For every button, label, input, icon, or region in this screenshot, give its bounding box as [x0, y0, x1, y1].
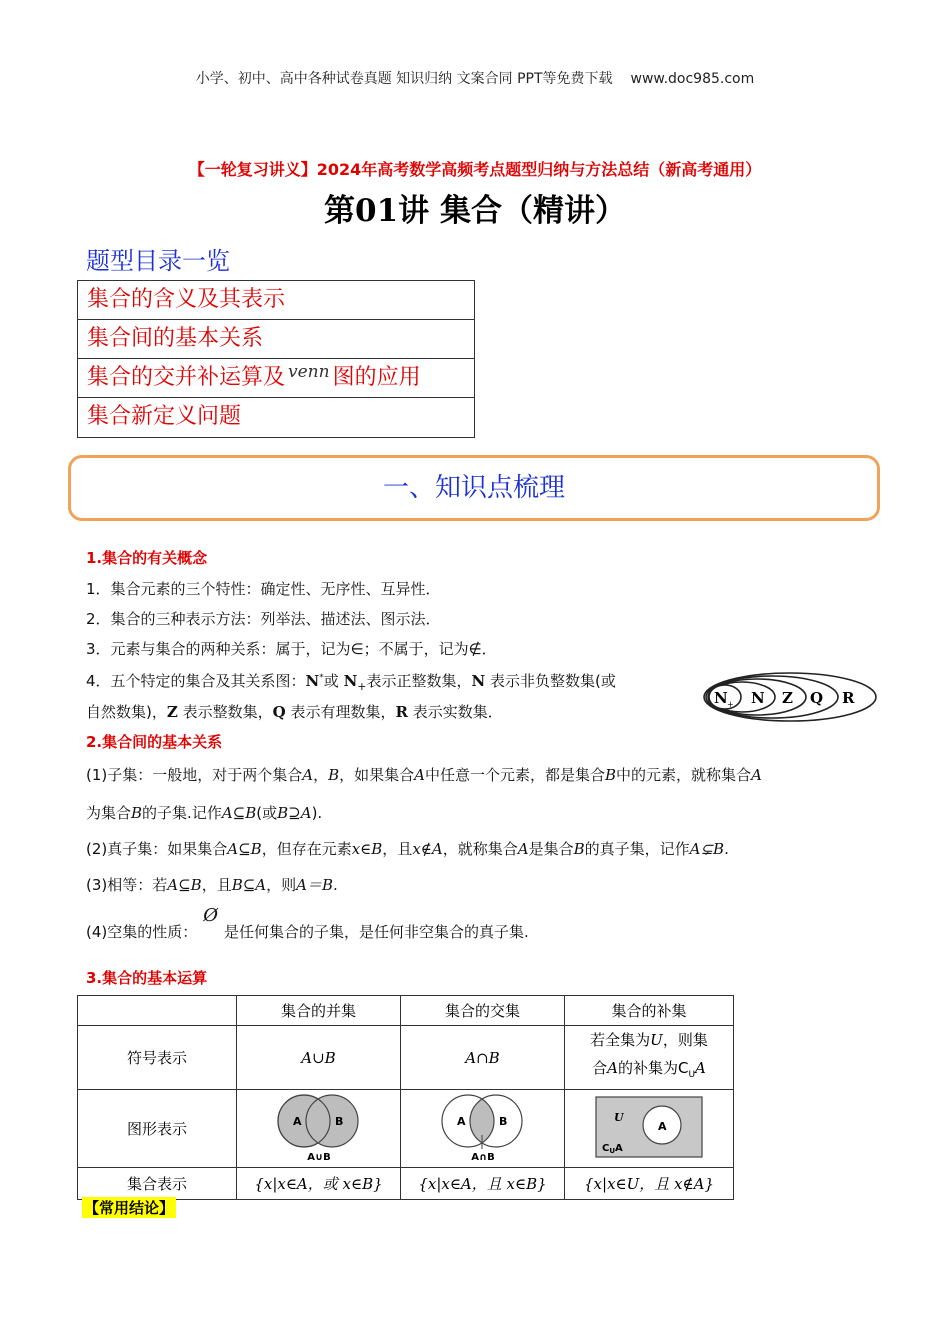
section-heading-box — [68, 455, 880, 521]
part2-heading: 2.集合间的基本关系 — [86, 733, 223, 751]
page-title: 第01讲 集合（精讲） — [324, 193, 626, 229]
col-union: 集合的并集 — [237, 996, 401, 1026]
text: 是集合 — [528, 840, 574, 858]
text: 或 — [323, 672, 339, 690]
caption-c: C — [602, 1142, 610, 1154]
formula: A＝B. — [296, 876, 338, 894]
text: 自然数集)， — [86, 703, 167, 721]
text: 表示整数集， — [182, 703, 273, 721]
symbol-intersection: A∩B — [401, 1026, 565, 1090]
union-caption: A∪B — [306, 1151, 331, 1163]
figure-intersection-cell — [401, 1090, 565, 1168]
part1-line2: 2．集合的三种表示方法：列举法、描述法、图示法． — [86, 610, 441, 628]
sym-n: N — [343, 672, 358, 690]
label-z: Z — [782, 689, 793, 707]
label-b: B — [498, 1114, 507, 1128]
label-b: B — [334, 1114, 343, 1128]
part1-line3: 3．元素与集合的两种关系：属于，记为∈；不属于，记为∉． — [86, 640, 497, 658]
label-q: Q — [810, 689, 824, 707]
formula: A⊆B — [227, 840, 262, 858]
sym-z: Z — [166, 703, 178, 721]
document-subtitle: 【一轮复习讲义】2024年高考数学高频考点题型归纳与方法总结（新高考通用） — [188, 160, 762, 179]
sub-u: U — [688, 1070, 696, 1080]
set-operations-table — [77, 995, 734, 1200]
text: ). — [311, 804, 323, 822]
text: 的子集.记作 — [142, 804, 222, 822]
formula: x∉A — [412, 840, 443, 858]
label-nplus: N — [714, 689, 728, 707]
empty-set-symbol: Ø — [203, 905, 219, 926]
table-row-set — [78, 1168, 734, 1200]
col-intersection: 集合的交集 — [401, 996, 565, 1026]
sym-n: N — [305, 672, 320, 690]
table-header-row — [78, 996, 734, 1026]
text: 合 — [592, 1059, 608, 1077]
row-label-set: 集合表示 — [78, 1168, 237, 1200]
circle-b — [306, 1095, 358, 1147]
part2-proper-subset — [86, 838, 729, 859]
part2-empty-set — [86, 905, 529, 942]
header-url[interactable]: www.doc985.com — [630, 71, 755, 87]
set-complement: {x|x∈U，且 x∉A} — [565, 1168, 734, 1200]
sym-r: R — [395, 703, 408, 721]
symbol-complement — [565, 1026, 734, 1090]
text: 若全集为 — [590, 1031, 651, 1049]
toc-item-3-label-a: 集合的交并补运算及 — [87, 365, 286, 390]
number-sets-diagram — [700, 670, 880, 724]
label-u: U — [614, 1110, 624, 1124]
text: 表示实数集． — [412, 703, 503, 721]
symbol-union: A∪B — [237, 1026, 401, 1090]
caption-a: A — [615, 1142, 623, 1154]
formula: B⊆A — [231, 876, 267, 894]
text: (或 — [256, 804, 278, 822]
part1-line1: 1．集合元素的三个特性：确定性、无序性、互异性． — [86, 580, 441, 598]
row-label-symbol: 符号表示 — [78, 1026, 237, 1090]
text: 中的元素，就称集合 — [616, 766, 752, 784]
label-n: N — [751, 689, 765, 707]
part1-heading: 1.集合的有关概念 — [86, 549, 208, 567]
sym-q: Q — [272, 703, 286, 721]
toc-item-3-venn: venn — [288, 362, 330, 382]
text: (4)空集的性质： — [86, 923, 198, 941]
text: ，但存在元素 — [261, 840, 352, 858]
var-b: B — [605, 766, 617, 784]
text: 4．五个特定的集合及其关系图： — [86, 672, 306, 690]
formula: A⊆B — [167, 876, 202, 894]
part1-line5 — [86, 701, 503, 722]
section-heading: 一、知识点梳理 — [382, 473, 565, 503]
text: (3)相等：若 — [86, 876, 168, 894]
sym-n: N — [471, 672, 486, 690]
text: (1)子集：一般地，对于两个集合 — [86, 766, 303, 784]
text: 表示正整数集， — [366, 672, 472, 690]
label-a: A — [292, 1114, 302, 1128]
caption-sub: U — [609, 1146, 616, 1155]
figure-union-cell — [237, 1090, 401, 1168]
text: ，且 — [201, 876, 232, 894]
text: ，则 — [266, 876, 297, 894]
toc-heading: 题型目录一览 — [86, 247, 230, 275]
var-b: B — [328, 766, 340, 784]
figure-complement-cell — [565, 1090, 734, 1168]
table-row-figure — [78, 1090, 734, 1168]
text: (2)真子集：如果集合 — [86, 840, 228, 858]
set-union: {x|x∈A，或 x∈B} — [237, 1168, 401, 1200]
text: 的补集为 — [617, 1059, 678, 1077]
row-label-figure: 图形表示 — [78, 1090, 237, 1168]
text: 是任何集合的子集，是任何非空集合的真子集. — [224, 923, 529, 941]
var-a: A — [517, 840, 529, 858]
var-a: A — [414, 766, 425, 784]
toc-table — [77, 280, 475, 438]
intersection-caption: A∩B — [470, 1151, 495, 1163]
text: 为集合 — [86, 804, 132, 822]
var-a: A — [751, 766, 762, 784]
formula: B⊇A — [277, 804, 312, 822]
formula: A⊆B — [221, 804, 257, 822]
text: 中任意一个元素，都是集合 — [425, 766, 606, 784]
toc-item-3-label-b: 图的应用 — [332, 365, 421, 390]
part2-equality — [86, 874, 338, 895]
page-header — [0, 68, 950, 88]
table-row-symbol — [78, 1026, 734, 1090]
var-a: A — [607, 1059, 618, 1077]
part1-line4 — [86, 670, 616, 693]
text: ， — [313, 766, 329, 784]
var-a: A — [302, 766, 314, 784]
var-b: B — [573, 840, 585, 858]
formula: A⊊B. — [689, 840, 729, 858]
sym-plus: + — [357, 680, 367, 693]
text: C — [677, 1059, 689, 1077]
label-r: R — [842, 689, 855, 707]
set-intersection: {x|x∈A，且 x∈B} — [401, 1168, 565, 1200]
text: 表示有理数集， — [290, 703, 396, 721]
var-b: B — [131, 804, 143, 822]
toc-item-2[interactable]: 集合间的基本关系 — [78, 320, 474, 359]
text: ，就称集合 — [442, 840, 518, 858]
toc-item-4[interactable]: 集合新定义问题 — [87, 404, 242, 429]
common-conclusions-label: 【常用结论】 — [84, 1199, 175, 1217]
var-u: U — [650, 1031, 663, 1049]
formula: x∈B — [351, 840, 383, 858]
header-text: 小学、初中、高中各种试卷真题 知识归纳 文案合同 PPT等免费下载 — [195, 71, 613, 87]
table-corner — [78, 996, 237, 1026]
label-nplus-sub: + — [727, 700, 734, 709]
complement-venn-diagram — [594, 1095, 704, 1159]
part2-subset-line1 — [86, 764, 762, 785]
text: ，且 — [382, 840, 413, 858]
text: 的真子集，记作 — [584, 840, 690, 858]
var-a: A — [695, 1059, 706, 1077]
intersection-venn-diagram — [433, 1091, 533, 1163]
toc-item-3[interactable] — [78, 359, 474, 398]
label-a: A — [658, 1119, 667, 1133]
text: ，则集 — [662, 1031, 708, 1049]
union-venn-diagram — [269, 1091, 369, 1163]
text: ，如果集合 — [339, 766, 415, 784]
sym-star: * — [319, 673, 324, 683]
col-complement: 集合的补集 — [565, 996, 734, 1026]
part3-heading: 3.集合的基本运算 — [86, 969, 208, 987]
text: 表示非负整数集(或 — [490, 672, 616, 690]
label-a: A — [456, 1114, 466, 1128]
toc-item-1[interactable]: 集合的含义及其表示 — [78, 281, 474, 320]
part2-subset-line2 — [86, 802, 322, 823]
